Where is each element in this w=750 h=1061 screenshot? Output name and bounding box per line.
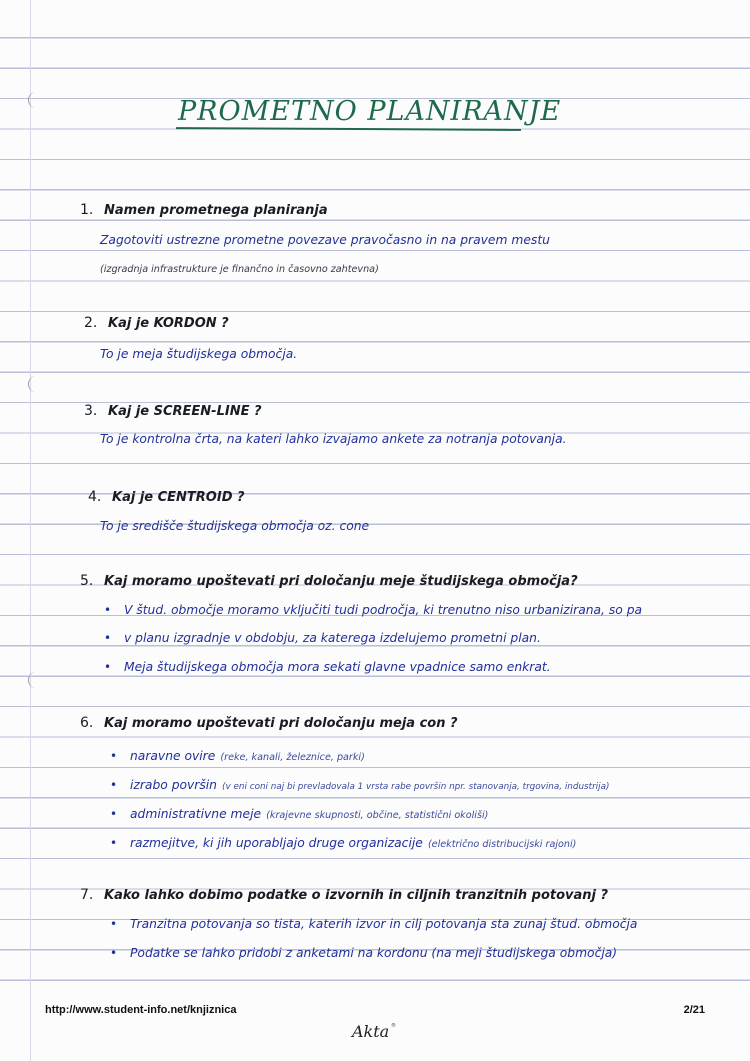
list-item-note: (reke, kanali, železnice, parki) bbox=[220, 752, 365, 763]
list-item-text: razmejitve, ki jih uporabljajo druge organizacije bbox=[130, 836, 423, 850]
logo-mark: ® bbox=[391, 1023, 396, 1029]
list-item bbox=[110, 774, 609, 793]
list-item-text: Tranzitna potovanja so tista, katerih izvor in cilj potovanja sta zunaj štud. območja bbox=[130, 917, 638, 931]
list-item-text: naravne ovire bbox=[130, 749, 216, 763]
bullet-dot: • bbox=[110, 749, 118, 763]
bullet-dot: • bbox=[104, 660, 112, 674]
margin-line bbox=[30, 0, 31, 1061]
question-text: Kaj moramo upoštevati pri določanju meje študijskega območja? bbox=[104, 574, 578, 589]
list-item bbox=[110, 917, 637, 931]
bullet-dot: • bbox=[104, 631, 112, 645]
question-2 bbox=[84, 315, 229, 331]
bullet-dot: • bbox=[104, 603, 112, 617]
punch-hole-mark bbox=[28, 672, 43, 688]
title-underline bbox=[176, 127, 521, 130]
answer-2: To je meja študijskega območja. bbox=[100, 347, 298, 361]
list-item bbox=[104, 631, 541, 645]
question-7 bbox=[80, 887, 608, 903]
list-item-text: v planu izgradnje v obdobju, za katerega izdelujemo prometni plan. bbox=[124, 631, 541, 645]
footer-url[interactable]: http://www.student-info.net/knjiznica bbox=[45, 1004, 237, 1016]
bullet-dot: • bbox=[110, 836, 118, 850]
question-number: 6. bbox=[80, 715, 94, 731]
punch-hole-mark bbox=[28, 376, 43, 392]
question-1 bbox=[80, 202, 328, 218]
page-number: 2/21 bbox=[683, 1004, 705, 1016]
question-number: 2. bbox=[84, 315, 98, 331]
question-number: 3. bbox=[84, 403, 98, 419]
list-item bbox=[110, 803, 488, 822]
question-5 bbox=[80, 573, 578, 589]
question-text: Namen prometnega planiranja bbox=[104, 203, 328, 218]
list-item bbox=[104, 603, 642, 617]
list-item-note: (krajevne skupnosti, občine, statistični okoliši) bbox=[266, 810, 489, 821]
list-item bbox=[110, 745, 365, 764]
question-text: Kako lahko dobimo podatke o izvornih in ciljnih tranzitnih potovanj ? bbox=[104, 888, 609, 903]
answer-1-note: (izgradnja infrastrukture je finančno in časovno zahtevna) bbox=[100, 264, 379, 275]
list-item bbox=[110, 946, 617, 960]
question-4 bbox=[88, 489, 245, 505]
logo-text: Akta bbox=[352, 1022, 390, 1041]
list-item bbox=[110, 832, 576, 851]
page-top-margin bbox=[0, 0, 750, 30]
question-6 bbox=[80, 715, 458, 731]
punch-hole-mark bbox=[28, 92, 43, 108]
list-item-note: (v eni coni naj bi prevladovala 1 vrsta rabe površin npr. stanovanja, trgovina, industrija) bbox=[222, 782, 610, 792]
question-text: Kaj je SCREEN-LINE ? bbox=[108, 404, 262, 419]
list-item-text: Meja študijskega območja mora sekati glavne vpadnice samo enkrat. bbox=[124, 660, 551, 674]
bullet-dot: • bbox=[110, 778, 118, 792]
question-number: 7. bbox=[80, 887, 94, 903]
bullet-dot: • bbox=[110, 946, 118, 960]
question-number: 4. bbox=[88, 489, 102, 505]
question-number: 1. bbox=[80, 202, 94, 218]
bullet-dot: • bbox=[110, 917, 118, 931]
page-title: PROMETNO PLANIRANJE bbox=[178, 96, 562, 127]
list-item-text: V štud. območje moramo vključiti tudi področja, ki trenutno niso urbanizirana, so pa bbox=[124, 603, 643, 617]
bullet-dot: • bbox=[110, 807, 118, 821]
question-text: Kaj je CENTROID ? bbox=[112, 490, 245, 505]
list-item bbox=[104, 660, 551, 674]
question-text: Kaj moramo upoštevati pri določanju meja con ? bbox=[104, 716, 458, 731]
list-item-text: administrativne meje bbox=[130, 807, 262, 821]
answer-3: To je kontrolna črta, na kateri lahko izvajamo ankete za notranja potovanja. bbox=[100, 432, 567, 446]
list-item-note: (električno distribucijski rajoni) bbox=[427, 839, 577, 850]
list-item-text: izrabo površin bbox=[130, 778, 217, 792]
list-item-text: Podatke se lahko pridobi z anketami na kordonu (na meji študijskega območja) bbox=[130, 946, 618, 960]
question-number: 5. bbox=[80, 573, 94, 589]
answer-1: Zagotoviti ustrezne prometne povezave pravočasno in na pravem mestu bbox=[100, 233, 550, 247]
akta-logo bbox=[350, 1018, 398, 1044]
answer-4: To je središče študijskega območja oz. cone bbox=[100, 519, 370, 533]
question-text: Kaj je KORDON ? bbox=[108, 316, 229, 331]
question-3 bbox=[84, 403, 262, 419]
